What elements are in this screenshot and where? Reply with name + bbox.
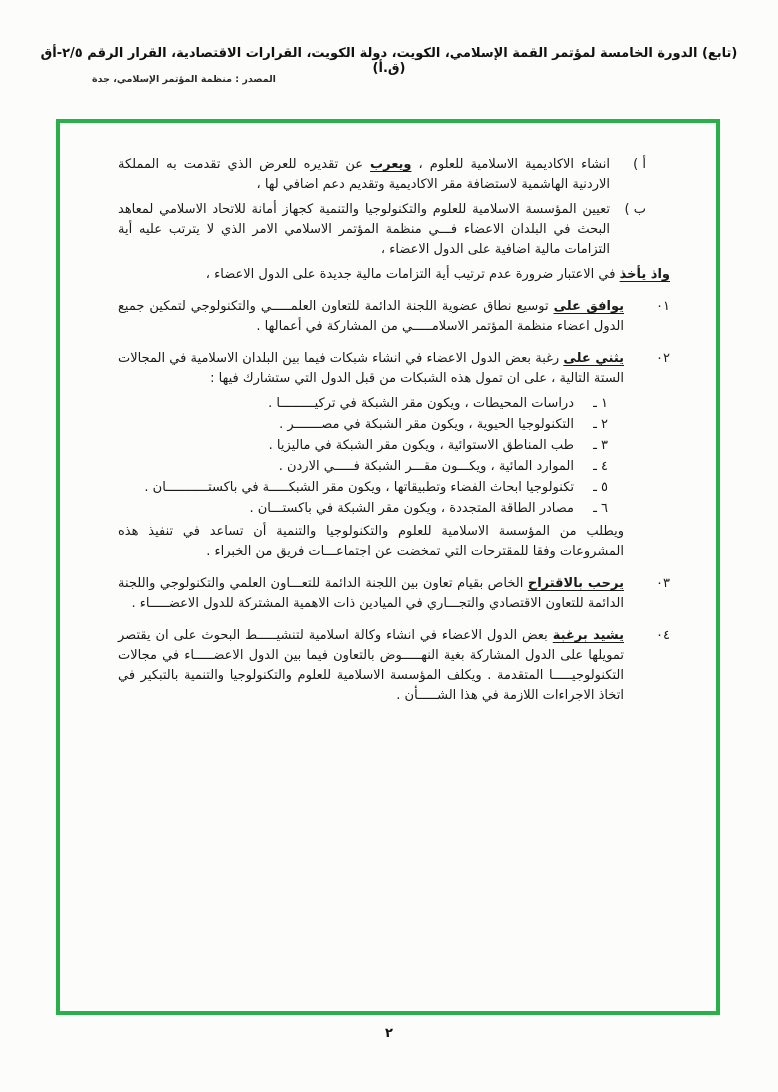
paragraph-text: يشيد برغبة بعض الدول الاعضاء في انشاء وكالة اسلامية لتنشيـــــط البحوث على ان يقتصر تمويلها على الدول المشاركة بغية النهـــــوض بالتعاون فيما بين الدول الاعضـــــاء في مجالات التكنولوجيـــــا المتقدمة . ويكلف المؤسسة الاسلامية للعلوم والتكنولوجيا والتنمية بالتبكير في اتخاذ الاجراءات اللازمة في هذا الشـــــأن .: [118, 628, 624, 703]
paragraph: [118, 415, 608, 435]
document-body: [118, 155, 670, 706]
paragraph: [118, 574, 670, 614]
paragraph: [118, 478, 608, 498]
paragraph-text: يثني على رغبة بعض الدول الاعضاء في انشاء شبكات فيما بين البلدان الاسلامية في المجالات الستة التالية ، على ان تمول هذه الشبكات من قبل الدول التي ستشارك فيها :: [118, 351, 625, 386]
paragraph: [118, 522, 624, 562]
paragraph-marker: ٣ ـ: [593, 438, 608, 453]
page-number: ٢: [385, 1026, 393, 1041]
paragraph-text: تكنولوجيا ابحاث الفضاء وتطبيقاتها ، ويكون مقر الشبكـــــة في باكستـــــــــــان .: [144, 480, 574, 495]
paragraph-text: تعيين المؤسسة الاسلامية للعلوم والتكنولوجيا والتنمية كجهاز أمانة للاتحاد الاسلامي لمعاهد البحث في البلدان الاعضاء فـــي منظمة المؤتمر الاسلامي الامر الذي لا يترتب عليه أية التزامات مالية اضافية على الدول الاعضاء ،: [118, 202, 610, 257]
paragraph-marker: ٠١: [656, 299, 670, 314]
paragraph-marker: ٠٤: [656, 628, 670, 643]
paragraph: [118, 200, 646, 260]
document-title: (تابع) الدورة الخامسة لمؤتمر القمة الإسلامي، الكويت، دولة الكويت، القرارات الاقتصادية، القرار الرقم ٢/٥-أق (ق.أ): [40, 46, 738, 76]
paragraph-text: ويطلب من المؤسسة الاسلامية للعلوم والتكنولوجيا والتنمية أن تساعد في تنفيذ هذه المشروعات وفقا للمقترحات التي تمخضت عن اجتماعـــات فريق من الخبراء .: [118, 524, 624, 559]
source-line: المصدر : منظمة المؤتمر الإسلامي، جدة: [92, 74, 276, 85]
paragraph-text: طب المناطق الاستوائية ، ويكون مقر الشبكة في ماليزيا .: [268, 438, 574, 453]
paragraph: [118, 626, 670, 706]
paragraph: [118, 297, 670, 337]
paragraph-text: واذ يأخذ في الاعتبار ضرورة عدم ترتيب أية التزامات مالية جديدة على الدول الاعضاء ،: [205, 267, 670, 282]
paragraph-text: التكنولوجيا الحيوية ، ويكون مقر الشبكة في مصـــــــر .: [279, 417, 574, 432]
paragraph-marker: ٠٢: [656, 351, 670, 366]
paragraph: [118, 436, 608, 456]
paragraph-marker: أ ): [633, 157, 646, 172]
paragraph-marker: ٢ ـ: [593, 417, 608, 432]
paragraph-marker: ١ ـ: [593, 396, 608, 411]
paragraph: [118, 457, 608, 477]
paragraph-text: دراسات المحيطات ، ويكون مقر الشبكة في تركيـــــــــا .: [268, 396, 574, 411]
paragraph: [118, 265, 670, 285]
paragraph: [118, 155, 646, 195]
paragraph-marker: ٤ ـ: [593, 459, 608, 474]
paragraph-marker: ٥ ـ: [593, 480, 608, 495]
paragraph-text: يرحب بالاقتراح الخاص بقيام تعاون بين اللجنة الدائمة للتعـــاون العلمي والتكنولوجي واللجنة الدائمة للتعاون الاقتصادي والتجـــاري في الميادين ذات الاهمية المشتركة للدول الاعضـــــاء .: [118, 576, 624, 611]
paragraph: [118, 349, 670, 389]
paragraph: [118, 394, 608, 414]
paragraph-text: الموارد المائية ، ويكـــون مقـــر الشبكة فـــــي الاردن .: [278, 459, 574, 474]
paragraph-text: انشاء الاكاديمية الاسلامية للعلوم ، ويعرب عن تقديره للعرض الذي تقدمت به المملكة الاردنية الهاشمية لاستضافة مقر الاكاديمية وتقديم دعم اضافي لها ،: [118, 157, 610, 192]
paragraph-marker: ٠٣: [656, 576, 670, 591]
paragraph-text: مصادر الطاقة المتجددة ، ويكون مقر الشبكة في باكستـــان .: [249, 501, 574, 516]
paragraph-text: يوافق على توسيع نطاق عضوية اللجنة الدائمة للتعاون العلمـــــي والتكنولوجي لتمكين جميع الدول اعضاء منظمة المؤتمر الاسلامـــــي من المشاركة في أعمالها .: [118, 299, 624, 334]
paragraph: [118, 499, 608, 519]
paragraph-marker: ٦ ـ: [593, 501, 608, 516]
content-frame: [56, 119, 720, 1015]
paragraph-marker: ب ): [624, 202, 646, 217]
